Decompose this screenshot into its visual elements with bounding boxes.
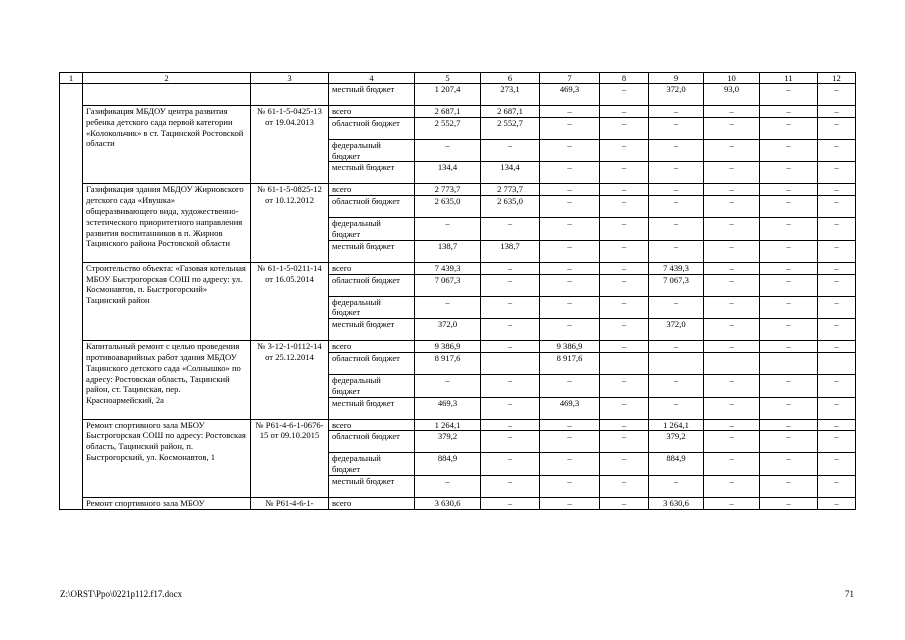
value-cell: –: [818, 274, 856, 296]
header-row: [60, 73, 856, 84]
value-cell: –: [600, 274, 649, 296]
value-cell: 884,9: [649, 453, 704, 476]
object-name-cell: Ремонт спортивного зала МБОУ: [83, 497, 251, 509]
value-cell: –: [600, 419, 649, 431]
value-cell: 2 552,7: [415, 117, 481, 139]
value-cell: –: [649, 106, 704, 118]
value-cell: –: [600, 497, 649, 509]
value-cell: 469,3: [540, 84, 600, 106]
value-cell: –: [818, 162, 856, 184]
value-cell: –: [481, 475, 540, 497]
budget-type-cell: областной бюджет: [329, 196, 415, 218]
document-cell: № Р61-4-6-1-: [251, 497, 329, 509]
document-cell: [251, 84, 329, 106]
value-cell: –: [600, 475, 649, 497]
value-cell: –: [704, 139, 760, 162]
budget-type-cell: федеральный бюджет: [329, 374, 415, 397]
value-cell: –: [760, 117, 818, 139]
value-cell: –: [600, 374, 649, 397]
value-cell: –: [540, 274, 600, 296]
column-number-5: 5: [415, 73, 481, 84]
value-cell: –: [704, 106, 760, 118]
value-cell: –: [704, 431, 760, 453]
value-cell: 93,0: [704, 84, 760, 106]
value-cell: –: [540, 240, 600, 262]
value-cell: –: [415, 296, 481, 319]
document-cell: № 3-12-1-0112-14 от 25.12.2014: [251, 341, 329, 419]
value-cell: 7 067,3: [649, 274, 704, 296]
value-cell: 273,1: [481, 84, 540, 106]
value-cell: [649, 352, 704, 374]
value-cell: –: [540, 431, 600, 453]
value-cell: –: [760, 319, 818, 341]
value-cell: 134,4: [481, 162, 540, 184]
value-cell: –: [704, 184, 760, 196]
value-cell: –: [649, 117, 704, 139]
value-cell: –: [481, 397, 540, 419]
budget-type-cell: местный бюджет: [329, 84, 415, 106]
value-cell: –: [600, 139, 649, 162]
value-cell: 3 630,6: [415, 497, 481, 509]
value-cell: 138,7: [415, 240, 481, 262]
value-cell: –: [481, 419, 540, 431]
value-cell: –: [704, 274, 760, 296]
value-cell: –: [600, 240, 649, 262]
value-cell: 372,0: [649, 84, 704, 106]
value-cell: –: [540, 106, 600, 118]
value-cell: –: [540, 184, 600, 196]
value-cell: –: [704, 240, 760, 262]
value-cell: –: [760, 196, 818, 218]
column-number-6: 6: [481, 73, 540, 84]
value-cell: 379,2: [649, 431, 704, 453]
value-cell: –: [818, 117, 856, 139]
value-cell: –: [600, 296, 649, 319]
value-cell: [704, 352, 760, 374]
column-number-1: 1: [60, 73, 83, 84]
value-cell: –: [818, 497, 856, 509]
value-cell: –: [600, 196, 649, 218]
value-cell: 9 386,9: [540, 341, 600, 353]
value-cell: –: [704, 453, 760, 476]
table-row: [60, 262, 856, 274]
value-cell: 372,0: [415, 319, 481, 341]
value-cell: –: [415, 218, 481, 241]
value-cell: 884,9: [415, 453, 481, 476]
value-cell: –: [760, 453, 818, 476]
value-cell: 379,2: [415, 431, 481, 453]
value-cell: 469,3: [540, 397, 600, 419]
column-number-3: 3: [251, 73, 329, 84]
value-cell: –: [540, 319, 600, 341]
budget-type-cell: всего: [329, 497, 415, 509]
value-cell: –: [760, 262, 818, 274]
value-cell: –: [704, 162, 760, 184]
value-cell: –: [704, 319, 760, 341]
value-cell: [818, 352, 856, 374]
column-number-10: 10: [704, 73, 760, 84]
value-cell: 2 773,7: [481, 184, 540, 196]
value-cell: 372,0: [649, 319, 704, 341]
value-cell: –: [760, 374, 818, 397]
value-cell: –: [704, 475, 760, 497]
value-cell: –: [704, 262, 760, 274]
value-cell: –: [649, 475, 704, 497]
value-cell: –: [760, 397, 818, 419]
value-cell: –: [704, 117, 760, 139]
budget-type-cell: местный бюджет: [329, 397, 415, 419]
value-cell: –: [704, 419, 760, 431]
column-number-7: 7: [540, 73, 600, 84]
value-cell: –: [540, 497, 600, 509]
budget-type-cell: всего: [329, 184, 415, 196]
value-cell: –: [704, 374, 760, 397]
value-cell: –: [481, 262, 540, 274]
budget-type-cell: федеральный бюджет: [329, 453, 415, 476]
value-cell: 138,7: [481, 240, 540, 262]
value-cell: –: [481, 139, 540, 162]
column-number-12: 12: [818, 73, 856, 84]
value-cell: –: [818, 184, 856, 196]
value-cell: 1 207,4: [415, 84, 481, 106]
value-cell: –: [760, 296, 818, 319]
table-row: [60, 106, 856, 118]
value-cell: –: [600, 431, 649, 453]
budget-type-cell: федеральный бюджет: [329, 218, 415, 241]
value-cell: –: [600, 319, 649, 341]
value-cell: –: [600, 84, 649, 106]
value-cell: –: [481, 453, 540, 476]
value-cell: –: [760, 84, 818, 106]
value-cell: 3 630,6: [649, 497, 704, 509]
table-row: [60, 419, 856, 431]
value-cell: –: [600, 341, 649, 353]
value-cell: –: [600, 262, 649, 274]
value-cell: 134,4: [415, 162, 481, 184]
column-number-11: 11: [760, 73, 818, 84]
value-cell: –: [600, 106, 649, 118]
value-cell: –: [481, 296, 540, 319]
value-cell: 2 687,1: [415, 106, 481, 118]
value-cell: –: [415, 374, 481, 397]
value-cell: –: [818, 453, 856, 476]
value-cell: –: [481, 374, 540, 397]
column-number-2: 2: [83, 73, 251, 84]
document-cell: № Р61-4-6-1-0676-15 от 09.10.2015: [251, 419, 329, 497]
table-row: [60, 341, 856, 353]
value-cell: –: [818, 84, 856, 106]
value-cell: –: [818, 475, 856, 497]
value-cell: –: [818, 106, 856, 118]
value-cell: –: [704, 218, 760, 241]
value-cell: –: [818, 397, 856, 419]
column-number-9: 9: [649, 73, 704, 84]
object-name-cell: Газификация МБДОУ центра развития ребенка детского сада первой категории «Колокольчик» в ст. Тацинской Ростовской области: [83, 106, 251, 184]
value-cell: –: [481, 341, 540, 353]
budget-type-cell: всего: [329, 419, 415, 431]
value-cell: –: [649, 397, 704, 419]
value-cell: –: [818, 240, 856, 262]
table-row: [60, 184, 856, 196]
value-cell: –: [649, 184, 704, 196]
value-cell: –: [760, 341, 818, 353]
value-cell: –: [818, 431, 856, 453]
document-cell: № 61-1-5-0825-12 от 10.12.2012: [251, 184, 329, 262]
value-cell: –: [760, 106, 818, 118]
value-cell: [600, 352, 649, 374]
value-cell: –: [415, 475, 481, 497]
value-cell: –: [704, 296, 760, 319]
document-cell: № 61-1-5-0211-14 от 16.05.2014: [251, 262, 329, 340]
value-cell: –: [481, 274, 540, 296]
value-cell: –: [540, 296, 600, 319]
object-name-cell: [83, 84, 251, 106]
value-cell: –: [818, 341, 856, 353]
value-cell: –: [540, 117, 600, 139]
value-cell: 2 635,0: [415, 196, 481, 218]
value-cell: 7 439,3: [415, 262, 481, 274]
value-cell: 8 917,6: [415, 352, 481, 374]
value-cell: 2 687,1: [481, 106, 540, 118]
value-cell: –: [760, 162, 818, 184]
object-name-cell: Строительство объекта: «Газовая котельная МБОУ Быстрогорская СОШ по адресу: ул. Космонавтов, п. Быстрогорский» Тацинский район: [83, 262, 251, 340]
value-cell: 1 264,1: [415, 419, 481, 431]
value-cell: –: [760, 139, 818, 162]
value-cell: –: [818, 139, 856, 162]
budget-table: [59, 72, 856, 510]
budget-type-cell: местный бюджет: [329, 475, 415, 497]
value-cell: –: [600, 184, 649, 196]
budget-type-cell: местный бюджет: [329, 162, 415, 184]
value-cell: –: [818, 296, 856, 319]
value-cell: 2 773,7: [415, 184, 481, 196]
row-number-cell: [60, 84, 83, 510]
value-cell: –: [540, 262, 600, 274]
table-row: [60, 497, 856, 509]
value-cell: –: [540, 475, 600, 497]
value-cell: –: [649, 218, 704, 241]
value-cell: 7 067,3: [415, 274, 481, 296]
budget-type-cell: федеральный бюджет: [329, 296, 415, 319]
value-cell: –: [760, 431, 818, 453]
value-cell: –: [600, 218, 649, 241]
column-number-8: 8: [600, 73, 649, 84]
document-cell: № 61-1-5-0425-13 от 19.04.2013: [251, 106, 329, 184]
value-cell: [481, 352, 540, 374]
value-cell: –: [760, 419, 818, 431]
value-cell: –: [760, 274, 818, 296]
value-cell: –: [540, 162, 600, 184]
budget-type-cell: областной бюджет: [329, 274, 415, 296]
value-cell: –: [649, 374, 704, 397]
value-cell: –: [481, 218, 540, 241]
value-cell: –: [704, 196, 760, 218]
value-cell: –: [818, 374, 856, 397]
value-cell: –: [760, 240, 818, 262]
footer-file-path: Z:\ORST\Ppo\0221p112.f17.docx: [60, 589, 183, 599]
value-cell: –: [649, 341, 704, 353]
budget-type-cell: всего: [329, 262, 415, 274]
budget-type-cell: местный бюджет: [329, 319, 415, 341]
value-cell: –: [540, 218, 600, 241]
value-cell: –: [540, 196, 600, 218]
value-cell: –: [760, 475, 818, 497]
budget-type-cell: всего: [329, 341, 415, 353]
column-number-4: 4: [329, 73, 415, 84]
value-cell: –: [481, 497, 540, 509]
value-cell: [760, 352, 818, 374]
value-cell: –: [760, 184, 818, 196]
budget-type-cell: областной бюджет: [329, 431, 415, 453]
object-name-cell: Капитальный ремонт с целью проведения противоаварийных работ здания МБДОУ Тацинского детского сада «Солнышко» по адресу: Ростовская область, Тацинский район, ст. Тацинская, пер. Красноармейский, 2а: [83, 341, 251, 419]
value-cell: –: [818, 218, 856, 241]
value-cell: –: [649, 139, 704, 162]
value-cell: 2 552,7: [481, 117, 540, 139]
value-cell: 7 439,3: [649, 262, 704, 274]
value-cell: –: [481, 431, 540, 453]
value-cell: –: [540, 374, 600, 397]
value-cell: 1 264,1: [649, 419, 704, 431]
value-cell: –: [704, 497, 760, 509]
object-name-cell: Газификация здания МБДОУ Жирновского детского сада «Ивушка» общеразвивающего вида, художественно-эстетического приоритетного направления развития воспитанников в п. Жирнов Тацинского района Ростовской области: [83, 184, 251, 262]
budget-type-cell: областной бюджет: [329, 352, 415, 374]
value-cell: 8 917,6: [540, 352, 600, 374]
value-cell: –: [818, 196, 856, 218]
value-cell: 2 635,0: [481, 196, 540, 218]
budget-type-cell: федеральный бюджет: [329, 139, 415, 162]
value-cell: –: [600, 117, 649, 139]
value-cell: –: [649, 162, 704, 184]
budget-type-cell: всего: [329, 106, 415, 118]
value-cell: –: [540, 139, 600, 162]
value-cell: –: [649, 196, 704, 218]
value-cell: –: [600, 162, 649, 184]
value-cell: 469,3: [415, 397, 481, 419]
object-name-cell: Ремонт спортивного зала МБОУ Быстрогорская СОШ по адресу: Ростовская область, Тацинский район, п. Быстрогорский, ул. Космонавтов, 1: [83, 419, 251, 497]
value-cell: –: [540, 419, 600, 431]
value-cell: –: [600, 397, 649, 419]
budget-type-cell: областной бюджет: [329, 117, 415, 139]
value-cell: –: [649, 240, 704, 262]
value-cell: –: [760, 218, 818, 241]
value-cell: –: [818, 319, 856, 341]
value-cell: –: [415, 139, 481, 162]
value-cell: 9 386,9: [415, 341, 481, 353]
value-cell: –: [704, 397, 760, 419]
value-cell: –: [649, 296, 704, 319]
value-cell: –: [540, 453, 600, 476]
value-cell: –: [481, 319, 540, 341]
value-cell: –: [818, 419, 856, 431]
footer-page-number: 71: [845, 589, 854, 599]
table-row: [60, 84, 856, 106]
value-cell: –: [818, 262, 856, 274]
value-cell: –: [760, 497, 818, 509]
value-cell: –: [704, 341, 760, 353]
budget-type-cell: местный бюджет: [329, 240, 415, 262]
value-cell: –: [600, 453, 649, 476]
